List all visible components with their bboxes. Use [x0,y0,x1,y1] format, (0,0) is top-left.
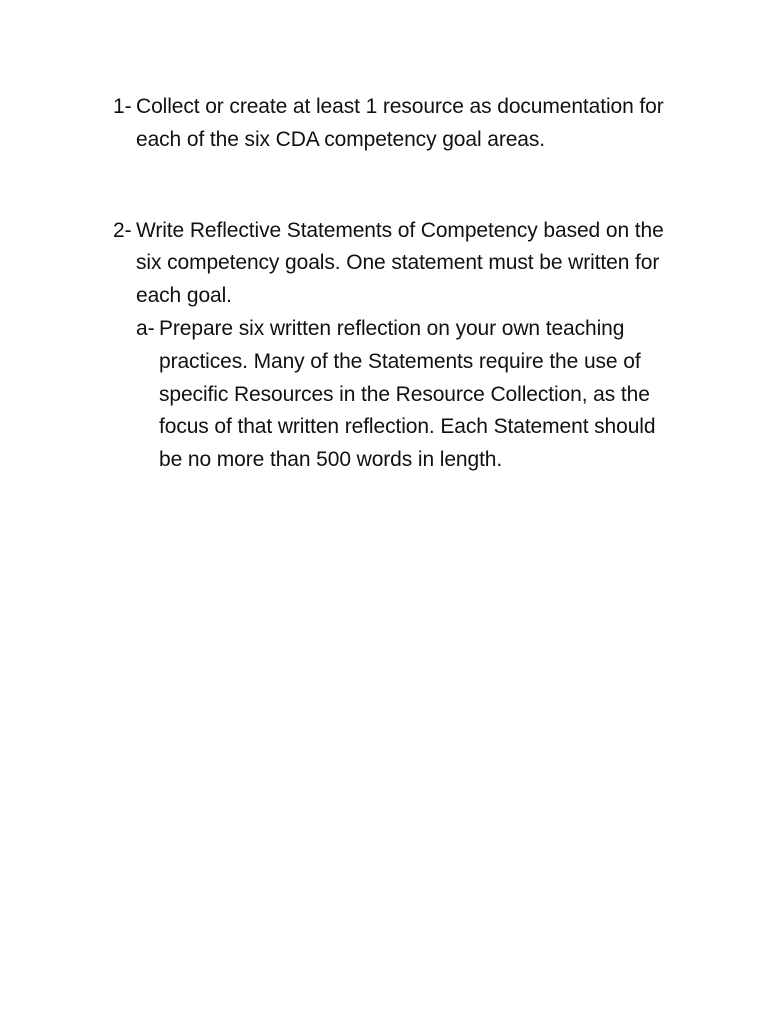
list-item-1 [113,91,683,157]
sub-list-marker: a- [136,316,155,340]
list-item-text: Collect or create at least 1 resource as documentation for each of the six CDA competency goal areas. [136,95,664,151]
list-marker: 2- [113,218,132,242]
sub-list-item-a [136,313,683,477]
instruction-list [113,91,683,477]
list-marker: 1- [113,95,132,118]
list-item-text: Write Reflective Statements of Competency based on the six competency goals. One statement must be written for each goal. [136,218,664,308]
list-item-2 [113,215,683,477]
sub-list-item-text: Prepare six written reflection on your own teaching practices. Many of the Statements require the use of specific Resources in the Resource Collection, as the focus of that written reflection. Each Statement should be no more than 500 words in length. [159,316,656,472]
